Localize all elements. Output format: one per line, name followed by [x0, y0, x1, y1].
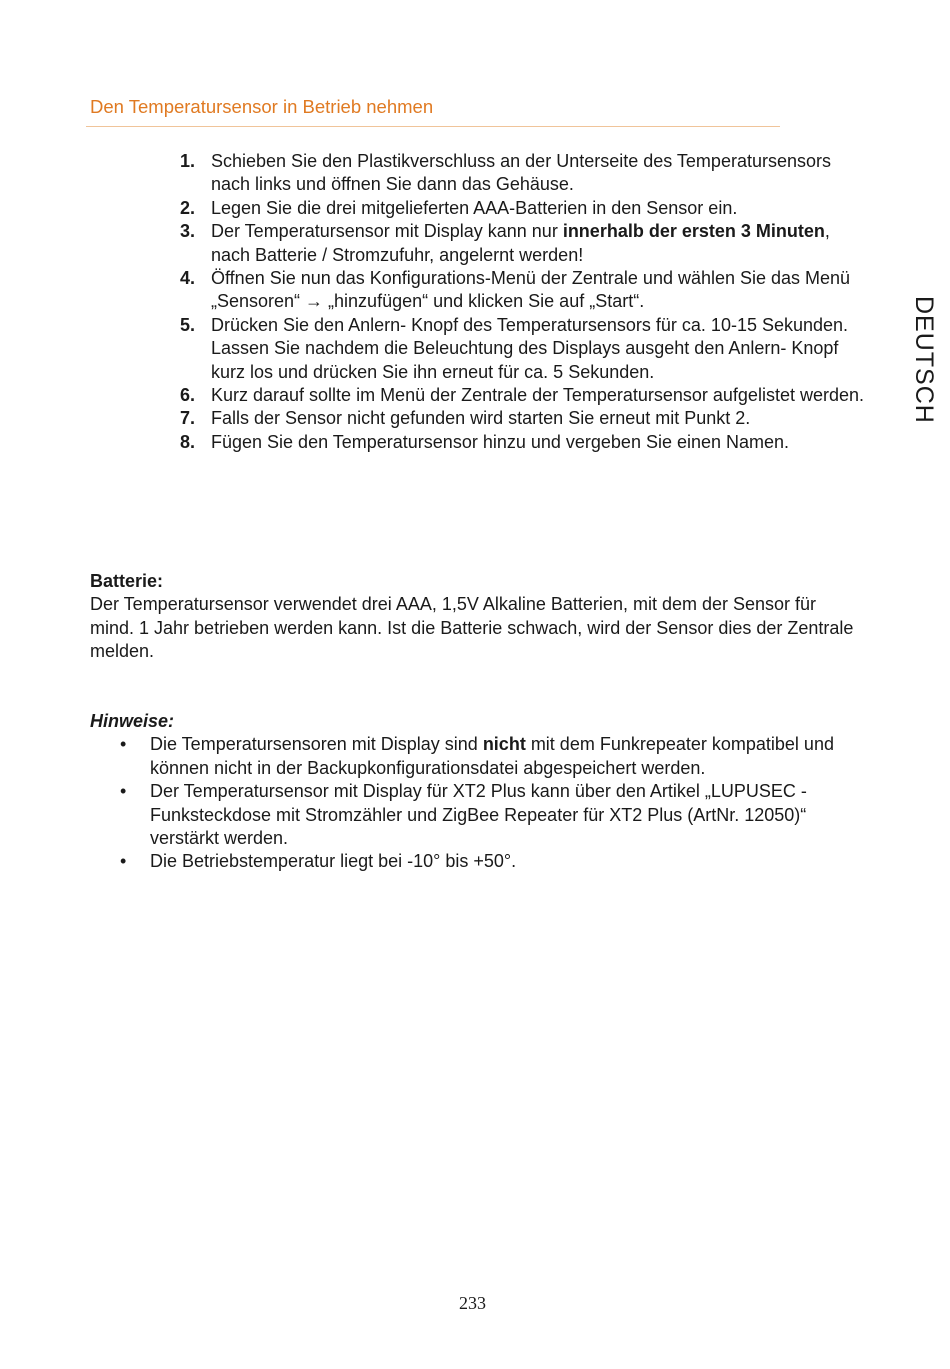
step-text: Drücken Sie den Anlern- Knopf des Temperatursensors für ca. 10-15 Sekunden. Lassen Sie nachdem die Beleuchtung des Displays ausgeht den Anlern- Knopf kurz los und drücken Sie ihn erneut für ca. 5 Sekunden.: [211, 314, 849, 382]
notes-section: [90, 710, 860, 874]
step-text: Falls der Sensor nicht gefunden wird starten Sie erneut mit Punkt 2.: [211, 408, 751, 429]
list-item: [90, 780, 860, 850]
battery-text: Der Temperatursensor verwendet drei AAA, 1,5V Alkaline Batterien, mit dem der Sensor für mind. 1 Jahr betrieben werden kann. Ist die Batterie schwach, wird der Sensor dies der Zentrale melden.: [90, 594, 854, 662]
step-text: Öffnen Sie nun das Konfigurations-Menü der Zentrale und wählen Sie das Menü „Sensoren“ → „hinzufügen“ und klicken Sie auf „Start“.: [211, 268, 851, 312]
emphasis-text: nicht: [482, 734, 526, 755]
emphasis-text: innerhalb der ersten 3 Minuten: [562, 221, 825, 242]
step-number: 6.: [180, 385, 196, 406]
step-item: [180, 267, 870, 314]
battery-title: Batterie:: [90, 571, 164, 591]
list-item: [90, 850, 860, 873]
step-item: [180, 220, 870, 267]
step-number: 8.: [180, 431, 196, 452]
bullet-icon: •: [120, 851, 127, 872]
step-item: [180, 431, 870, 454]
page-number: 233: [459, 1293, 486, 1313]
step-number: 1.: [180, 151, 196, 171]
step-text: Schieben Sie den Plastikverschluss an der Unterseite des Temperatursensors nach links und öffnen Sie dann das Gehäuse.: [211, 151, 831, 195]
step-item: [180, 197, 870, 220]
step-text: Legen Sie die drei mitgelieferten AAA-Batterien in den Sensor ein.: [211, 197, 738, 218]
list-item: [90, 733, 860, 780]
notes-title: Hinweise:: [90, 711, 175, 731]
note-text: Der Temperatursensor mit Display für XT2 Plus kann über den Artikel „LUPUSEC - Funksteckdose mit Stromzähler und ZigBee Repeater für XT2 Plus (ArtNr. 12050)“ verstärkt werden.: [150, 781, 807, 849]
setup-steps-list: [180, 150, 870, 454]
note-text: Die Betriebstemperatur liegt bei -10° bis +50°.: [150, 851, 517, 872]
heading-divider: [86, 126, 780, 127]
language-side-label: DEUTSCH: [910, 296, 938, 424]
step-item: [180, 314, 870, 384]
step-number: 4.: [180, 268, 196, 289]
step-number: 3.: [180, 221, 196, 242]
step-text: Fügen Sie den Temperatursensor hinzu und vergeben Sie einen Namen.: [211, 431, 790, 452]
bullet-icon: •: [120, 734, 127, 755]
notes-list: [90, 733, 860, 873]
step-text: Kurz darauf sollte im Menü der Zentrale der Temperatursensor aufgelistet werden.: [211, 385, 864, 406]
step-item: [180, 150, 870, 197]
section-heading: Den Temperatursensor in Betrieb nehmen: [90, 96, 434, 117]
step-number: 2.: [180, 197, 196, 218]
bullet-icon: •: [120, 781, 127, 802]
step-item: [180, 384, 870, 407]
step-number: 7.: [180, 408, 196, 429]
step-text: Der Temperatursensor mit Display kann nur innerhalb der ersten 3 Minuten, nach Batterie / Stromzufuhr, angelernt werden!: [211, 221, 830, 265]
step-item: [180, 407, 870, 430]
battery-section: [90, 570, 860, 664]
step-number: 5.: [180, 314, 196, 335]
note-text: Die Temperatursensoren mit Display sind nicht mit dem Funkrepeater kompatibel und können nicht in der Backupkonfigurationsdatei abgespeichert werden.: [150, 734, 834, 778]
